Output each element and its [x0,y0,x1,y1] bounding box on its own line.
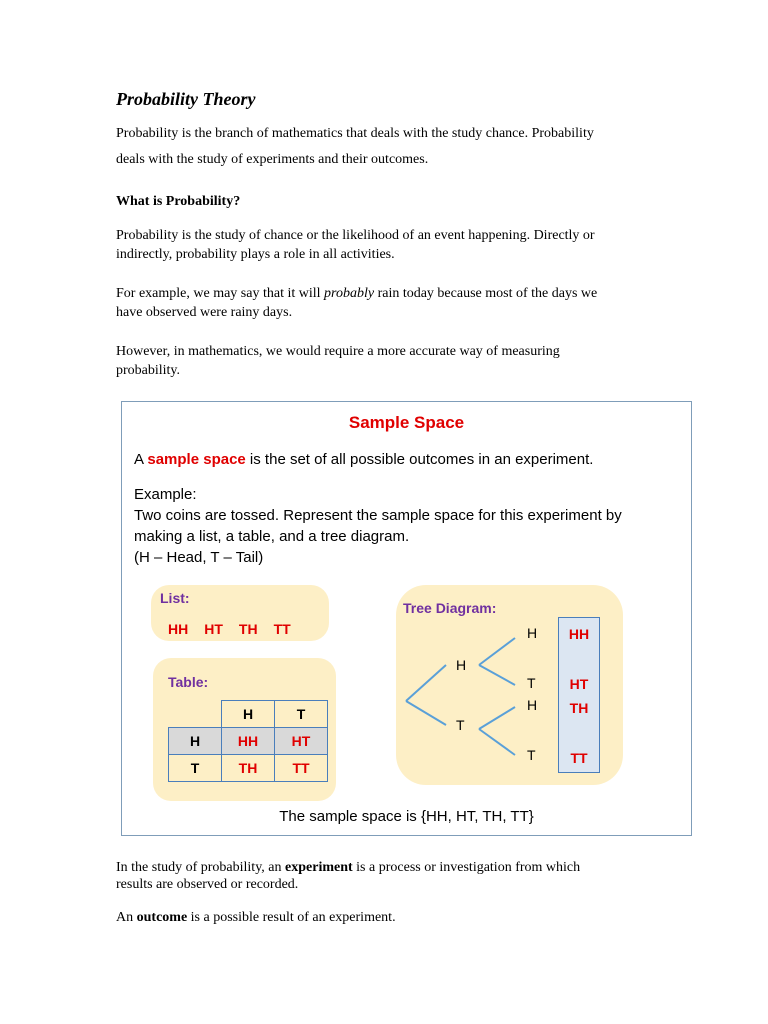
para2-text-a: For example, we may say that it will [116,286,325,301]
para4-text-a: In the study of probability, an [116,860,286,875]
definition [134,451,593,468]
para3-line-1: However, in mathematics, we would require a more accurate way of measuring [116,344,560,359]
figure-title: Sample Space [348,413,465,432]
para5-line [116,908,396,927]
table-row-header: T [169,755,222,782]
example-line-1: Two coins are tossed. Represent the sample space for this experiment by [134,507,622,524]
tree-outcome: TT [570,750,588,766]
tree-node: H [456,657,467,673]
list-item: TH [238,621,258,637]
list-items [168,621,291,637]
table-row-header: H [169,728,222,755]
branch-line [479,665,515,685]
example-line-3: (H – Head, T – Tail) [134,549,264,566]
table-cell: TT [275,755,328,782]
table-col-header: T [275,701,328,728]
list-label: List: [160,590,190,606]
tree-node: T [527,675,536,691]
page-title: Probability Theory [116,89,256,109]
para2-text-b: rain today because most of the days we [374,286,598,301]
table-panel [153,658,336,801]
tree-label: Tree Diagram: [403,600,497,616]
para3-line-2: probability. [116,363,181,378]
outcome-box [558,617,600,773]
list-item: HT [204,621,223,637]
list-item: TT [273,621,291,637]
branch-line [406,701,446,725]
table-row [169,755,328,782]
para1-line-2: indirectly, probability plays a role in all activities. [116,247,395,262]
table-cell: HT [275,728,328,755]
para5-text-b: is a possible result of an experiment. [187,910,396,925]
intro-line-1: Probability is the branch of mathematics that deals with the study chance. Probability [116,126,594,141]
intro-line-2: deals with the study of experiments and their outcomes. [116,152,429,167]
sample-space-table [168,700,328,782]
conclusion: The sample space is {HH, HT, TH, TT} [279,808,534,825]
tree-node: T [456,717,465,733]
para2-italic: probably [324,286,375,301]
para2-line-1 [116,284,597,303]
tree-node: H [527,697,538,713]
para4-text-b: is a process or investigation from which [352,860,581,875]
list-item: HH [168,621,189,637]
para1-line-1: Probability is the study of chance or the likelihood of an event happening. Directly or [116,228,595,243]
tree-outcome: TH [569,700,589,716]
para4-line-2: results are observed or recorded. [116,877,299,892]
branch-line [406,665,446,701]
list-panel [151,585,329,641]
branch-line [479,729,515,755]
section-heading: What is Probability? [116,194,241,209]
table-label: Table: [168,674,209,690]
def-prefix: A [134,451,148,468]
tree-node: T [527,747,536,763]
para5-text-a: An [116,910,137,925]
sample-space-figure [121,401,692,836]
tree-panel [396,585,623,785]
tree-node: H [527,625,538,641]
branch-line [479,638,515,665]
para4-bold: experiment [285,860,353,875]
table-row [169,728,328,755]
table-header-row [169,701,328,728]
tree-outcome: HH [568,626,590,642]
example-block [134,484,622,568]
example-label: Example: [134,486,197,503]
tree-outcome: HT [569,676,589,692]
para5-bold: outcome [136,910,188,925]
def-suffix: is the set of all possible outcomes in an experiment. [245,451,594,468]
para2-line-2: have observed were rainy days. [116,305,293,320]
example-line-2: making a list, a table, and a tree diagram. [134,528,410,545]
table-cell: HH [222,728,275,755]
branch-line [479,707,515,729]
def-term: sample space [147,451,246,468]
table-corner [169,701,222,728]
table-cell: TH [222,755,275,782]
table-col-header: H [222,701,275,728]
